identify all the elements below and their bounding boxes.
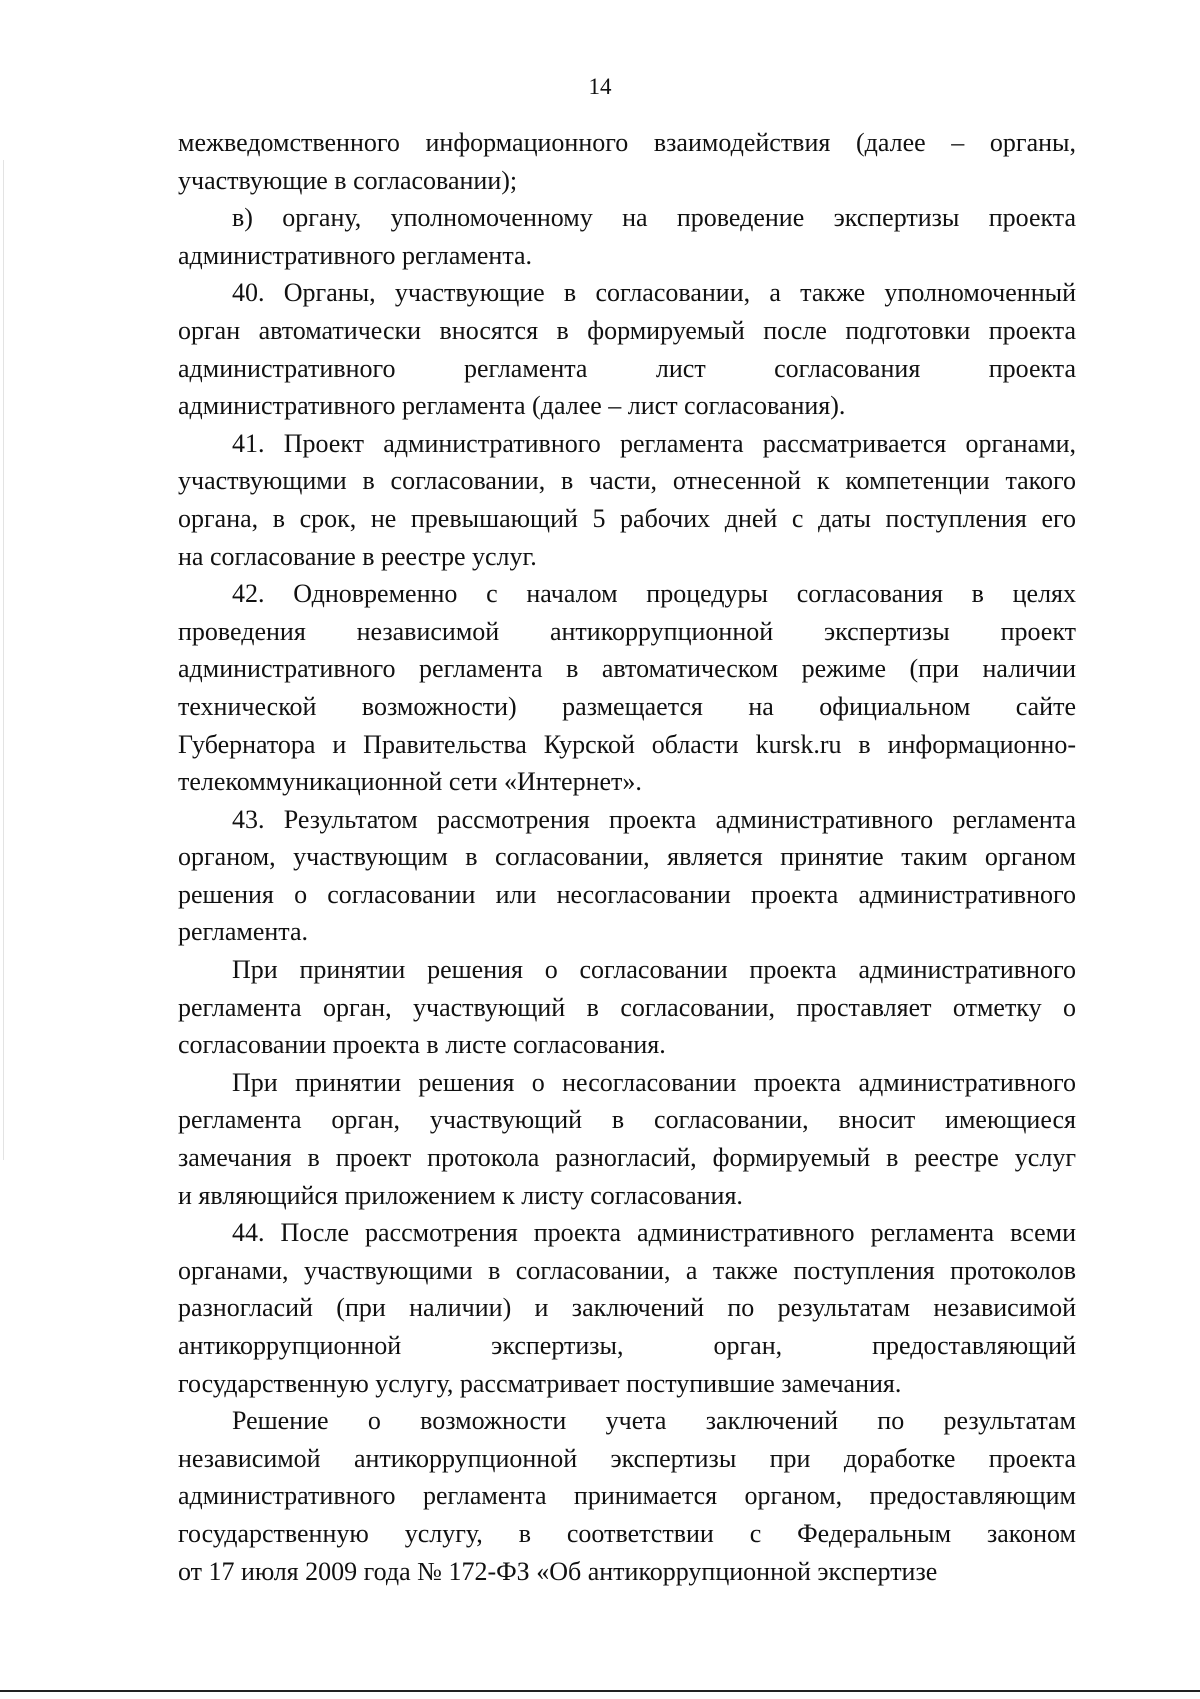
text-line: административного регламента. (178, 240, 533, 270)
paragraph (178, 1214, 1076, 1402)
text-line: органами, участвующими в согласовании, а также поступления протоколов (178, 1255, 1076, 1285)
text-line: административного регламента в автоматическом режиме (при наличии (178, 654, 1076, 684)
text-line: участвующими в согласовании, в части, отнесенной к компетенции такого (178, 466, 1076, 496)
paragraph (178, 801, 1076, 951)
text-line: антикоррупционной экспертизы, орган, предоставляющий (178, 1331, 1076, 1360)
paragraph (178, 124, 1076, 199)
text-line: административного регламента лист согласования проекта (178, 353, 1076, 383)
page-bottom-rule (0, 1690, 1200, 1692)
paragraph (178, 274, 1076, 424)
text-line: 44. После рассмотрения проекта административного регламента всеми (232, 1218, 1076, 1248)
paragraph (178, 1064, 1076, 1214)
text-line: на согласование в реестре услуг. (178, 541, 537, 571)
text-line: орган автоматически вносятся в формируемый после подготовки проекта (178, 315, 1076, 345)
text-line: от 17 июля 2009 года № 172-ФЗ «Об антикоррупционной экспертизе (178, 1556, 938, 1586)
text-line: независимой антикоррупционной экспертизы при доработке проекта (178, 1443, 1076, 1473)
text-line: замечания в проект протокола разногласий, формируемый в реестре услуг (178, 1143, 1076, 1173)
paragraph (178, 199, 1076, 274)
text-line: регламента орган, участвующий в согласовании, вносит имеющиеся (178, 1105, 1076, 1135)
text-line: При принятии решения о согласовании проекта административного (232, 955, 1076, 985)
text-line: государственную услугу, рассматривает поступившие замечания. (178, 1368, 902, 1398)
text-line: 41. Проект административного регламента рассматривается органами, (232, 428, 1076, 458)
text-line: Решение о возможности учета заключений по результатам (232, 1406, 1076, 1436)
text-line: административного регламента принимается органом, предоставляющим (178, 1481, 1076, 1511)
text-line: согласовании проекта в листе согласования. (178, 1030, 666, 1060)
page-number: 14 (588, 74, 612, 99)
text-line: в) органу, уполномоченному на проведение экспертизы проекта (232, 203, 1076, 233)
text-line: межведомственного информационного взаимодействия (далее – органы, (178, 128, 1076, 157)
text-line: регламента. (178, 917, 309, 947)
text-line: органа, в срок, не превышающий 5 рабочих дней с даты поступления его (178, 503, 1076, 533)
paragraph (178, 951, 1076, 1064)
text-line: государственную услугу, в соответствии с Федеральным законом (178, 1518, 1076, 1548)
text-line: регламента орган, участвующий в согласовании, проставляет отметку о (178, 992, 1076, 1022)
text-line: Губернатора и Правительства Курской области kursk.ru в информационно- (178, 729, 1076, 759)
text-line: 40. Органы, участвующие в согласовании, а также уполномоченный (232, 278, 1076, 308)
text-line: проведения независимой антикоррупционной экспертизы проект (178, 616, 1076, 646)
text-line: и являющийся приложением к листу согласования. (178, 1180, 743, 1210)
text-line: участвующие в согласовании); (178, 165, 518, 195)
text-line: При принятии решения о несогласовании проекта административного (232, 1067, 1076, 1097)
text-line: 43. Результатом рассмотрения проекта административного регламента (232, 804, 1076, 834)
paragraph (178, 425, 1076, 575)
scan-edge-line (3, 160, 4, 1160)
text-line: административного регламента (далее – лист согласования). (178, 391, 846, 421)
text-line: органом, участвующим в согласовании, является принятие таким органом (178, 842, 1076, 872)
paragraph (178, 575, 1076, 801)
text-line: разногласий (при наличии) и заключений по результатам независимой (178, 1293, 1076, 1323)
text-line: технической возможности) размещается на официальном сайте (178, 691, 1076, 721)
text-line: 42. Одновременно с началом процедуры согласования в целях (232, 579, 1076, 609)
text-line: решения о согласовании или несогласовании проекта административного (178, 879, 1076, 909)
document-body (178, 124, 1076, 1590)
paragraph (178, 1402, 1076, 1590)
text-line: телекоммуникационной сети «Интернет». (178, 767, 642, 797)
